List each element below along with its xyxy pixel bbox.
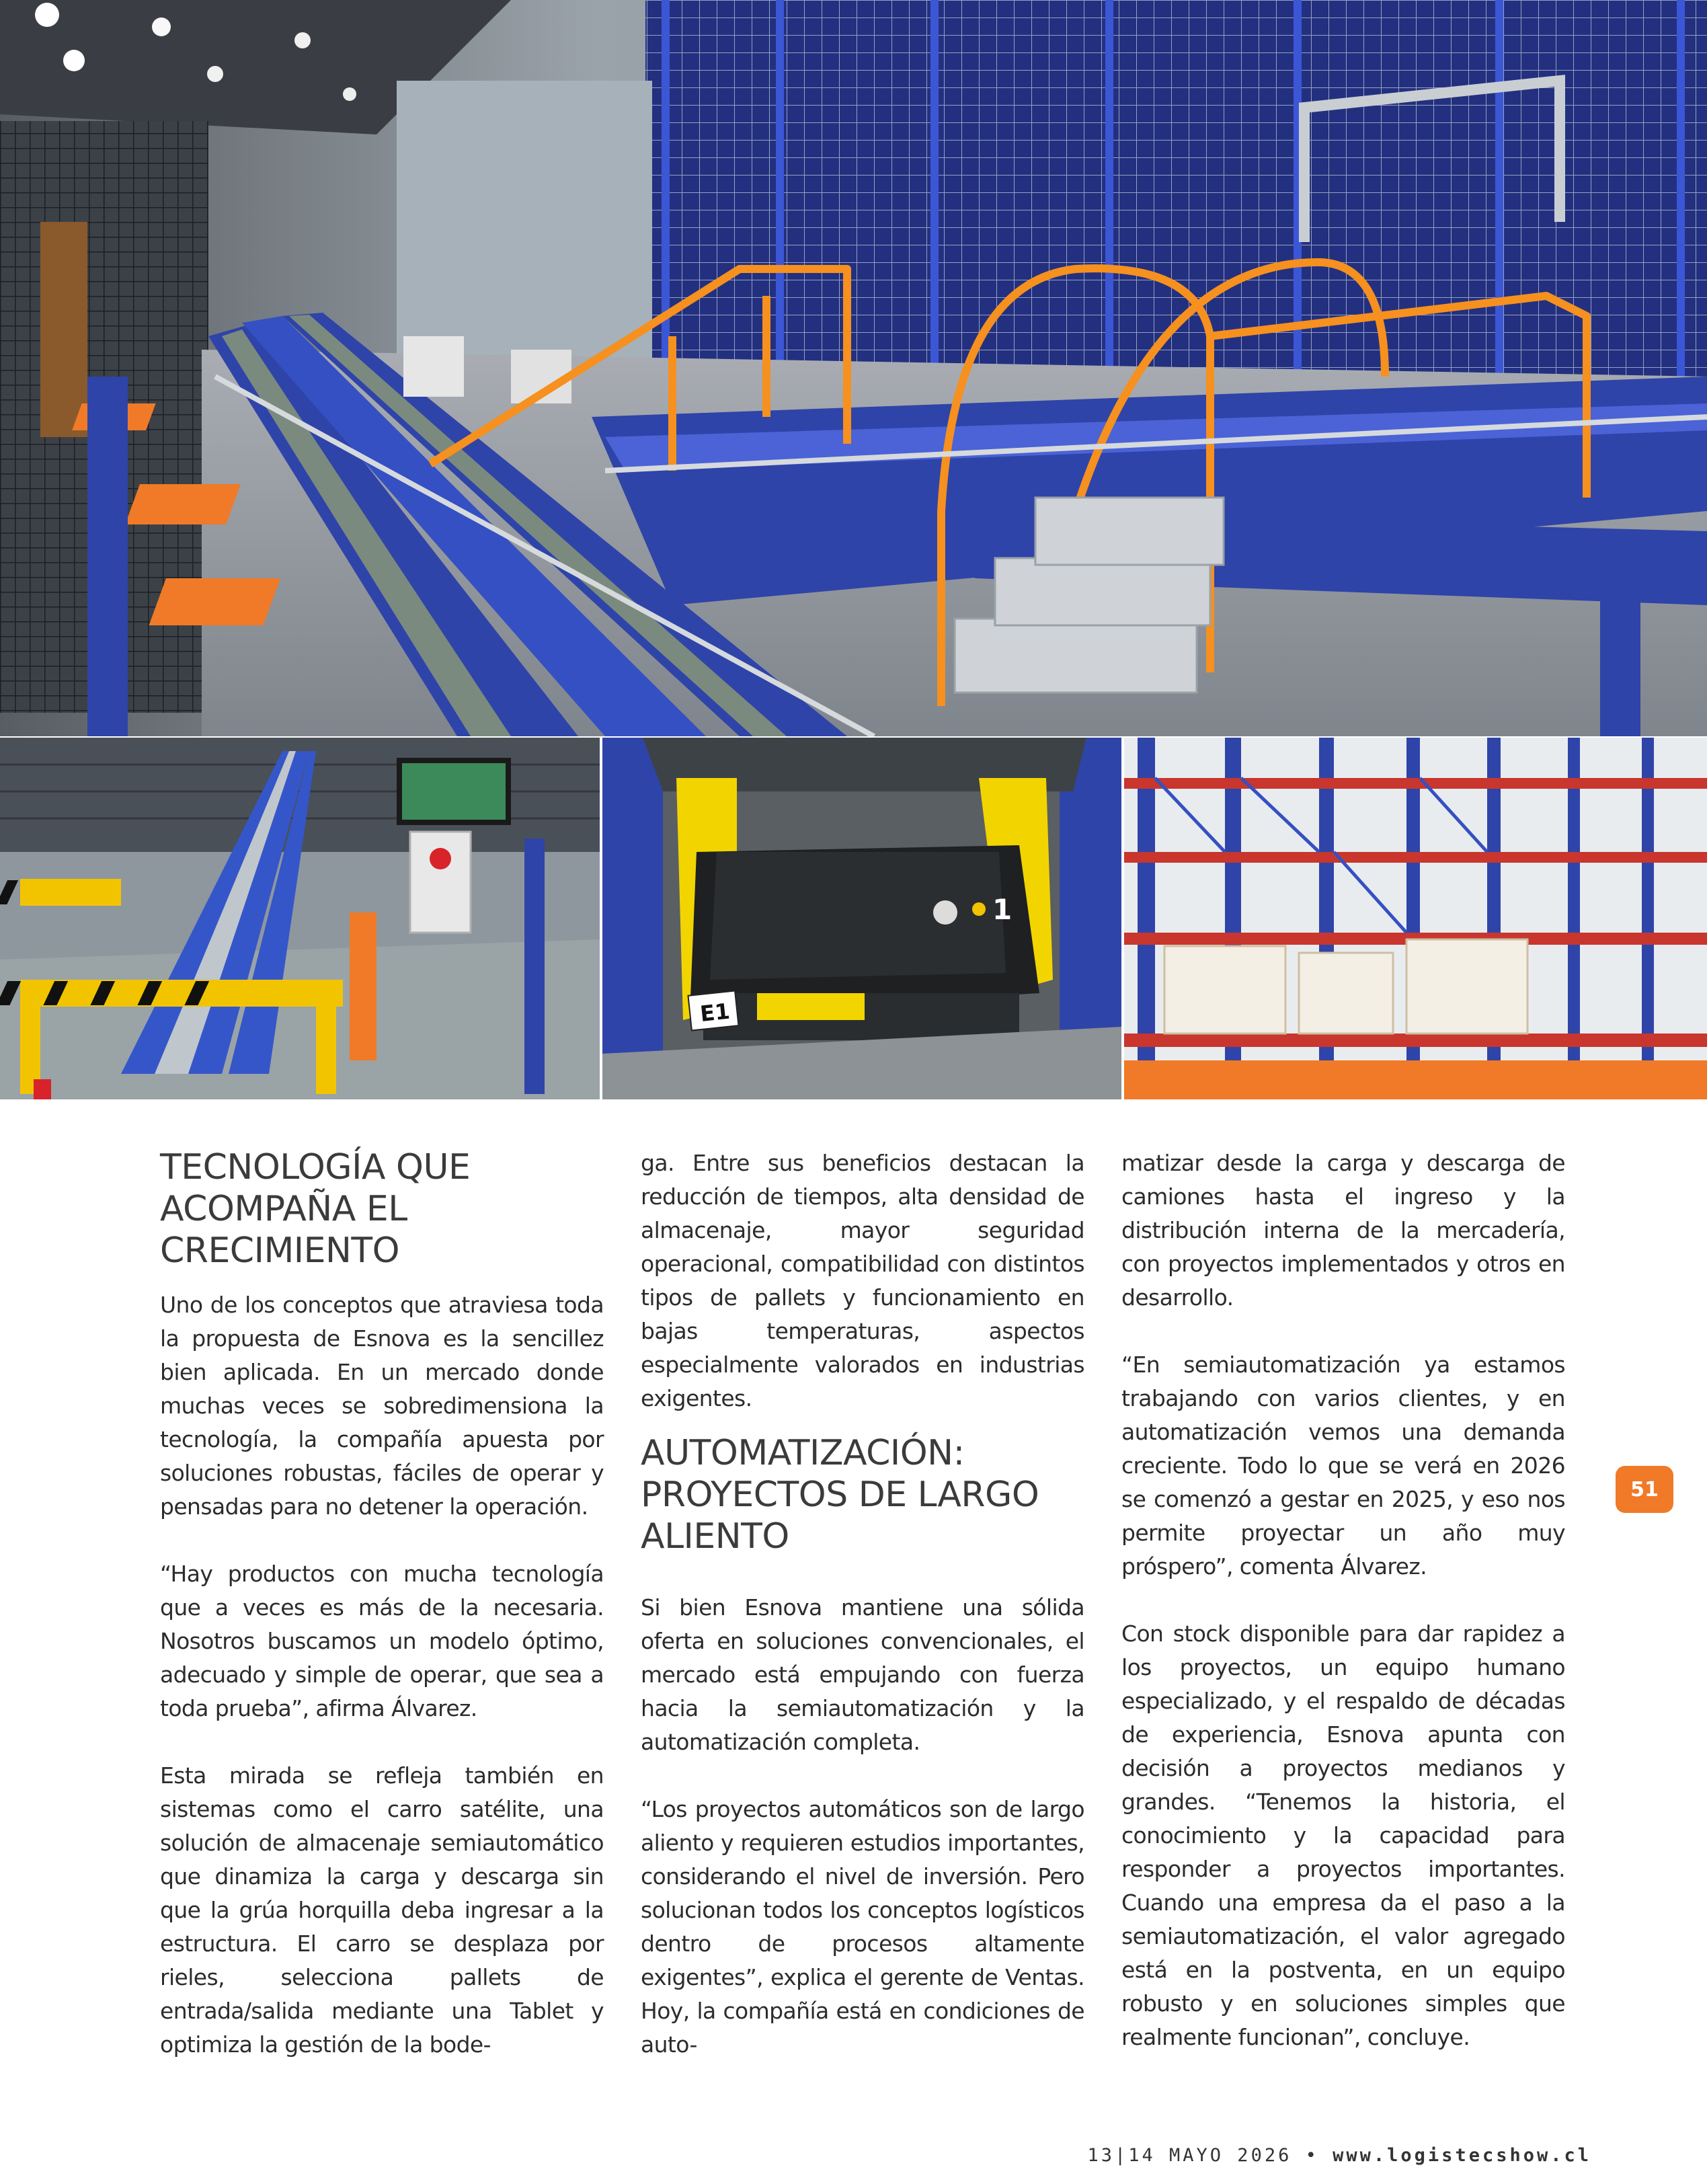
section-heading-automatizacion <box>641 1432 1084 1557</box>
pallet-racking-photo <box>1124 738 1707 1099</box>
cart-illustration <box>602 738 1121 1099</box>
quote-paragraph: “En semiautomatización ya estamos trabajando con varios clientes, y en automatización vemos una demanda creciente. Todo lo que se verá en 2026 se comenzó a gestar en 2025, y eso nos permite proyectar un año muy próspero”, comenta Álvarez. <box>1121 1352 1565 1580</box>
paragraph: matizar desde la carga y descarga de camiones hasta el ingreso y la distribución interna de la mercadería, con proyectos implementados y otros en desarrollo. <box>1121 1150 1565 1311</box>
heading-line: ACOMPAÑA EL <box>160 1189 407 1229</box>
paragraph: Uno de los conceptos que atraviesa toda la propuesta de Esnova es la sencillez bien aplicada. En un mercado donde muchas veces se sobredimensiona la tecnología, la compañía apuesta por soluciones robustas, fáciles de operar y pensadas para no detener la operación. <box>160 1292 604 1520</box>
paragraph: Esta mirada se refleja también en sistemas como el carro satélite, una solución de almacenaje semiautomático que dinamiza la carga y descarga sin que la grúa horquilla deba ingresar a la estructura. El carro se desplaza por rieles, selecciona pallets de entrada/salida mediante una Tablet y optimiza la gestión de la bode- <box>160 1762 604 2058</box>
satellite-cart-photo <box>602 738 1121 1099</box>
article-column-2 <box>641 1146 1084 2062</box>
section-heading-tecnologia <box>160 1146 604 1272</box>
paragraph: Si bien Esnova mantiene una sólida oferta en soluciones convencionales, el mercado está empujando con fuerza hacia la semiautomatización y la automatización completa. <box>641 1594 1084 1755</box>
heading-line: TECNOLOGÍA QUE <box>160 1147 471 1187</box>
paragraph: Con stock disponible para dar rapidez a los proyectos, un equipo humano especializado, y el respaldo de décadas de experiencia, Esnova apunta con decisión a proyectos medianos y grandes. “Tenemos la historia, el conocimiento y la capacidad para responder a proyectos importantes. Cuando una empresa da el paso a la semiautomatización, el valor agregado está en la postventa, en un equipo robusto y en soluciones simples que realmente funcionan”, concluye. <box>1121 1621 1565 2050</box>
racking-illustration <box>1124 738 1707 1099</box>
heading-line: PROYECTOS DE LARGO <box>641 1475 1039 1515</box>
heading-line: CRECIMIENTO <box>160 1231 400 1271</box>
satellite-cart-rails-photo <box>0 738 600 1099</box>
rails-illustration <box>0 738 600 1099</box>
quote-paragraph: “Hay productos con mucha tecnología que a veces es más de la necesaria. Nosotros buscamos un modelo óptimo, adecuado y simple de operar, que sea a toda prueba”, afirma Álvarez. <box>160 1561 604 1721</box>
corner-marker <box>34 1079 51 1099</box>
hero-photo <box>0 0 1707 736</box>
paragraph: ga. Entre sus beneficios destacan la reducción de tiempos, alta densidad de almacenaje, mayor seguridad operacional, compatibilidad con distintos tipos de pallets y funcionamiento en bajas temperaturas, aspectos especialmente valorados en industrias exigentes. <box>641 1150 1084 1411</box>
cart-tag-label: E1 <box>699 998 731 1027</box>
page-number-badge: 51 <box>1616 1466 1673 1513</box>
quote-paragraph: “Los proyectos automáticos son de largo aliento y requieren estudios importantes, considerando el nivel de inversión. Pero solucionan todos los conceptos logísticos dentro de procesos altamente exigentes”, explica el gerente de Ventas. Hoy, la compañía está en condiciones de auto- <box>641 1796 1084 2058</box>
footer-dates: 13|14 MAYO 2026 <box>1087 2145 1292 2166</box>
footer-url[interactable]: www.logistecshow.cl <box>1333 2145 1591 2166</box>
warehouse-conveyor-illustration <box>0 0 1707 736</box>
cart-number-label: 1 <box>992 893 1013 926</box>
article-column-1 <box>160 1146 604 2062</box>
footer-separator: • <box>1305 2145 1319 2166</box>
heading-line: AUTOMATIZACIÓN: <box>641 1433 965 1473</box>
article-column-3 <box>1121 1146 1565 2054</box>
footer <box>1088 2145 1592 2166</box>
heading-line: ALIENTO <box>641 1516 789 1557</box>
